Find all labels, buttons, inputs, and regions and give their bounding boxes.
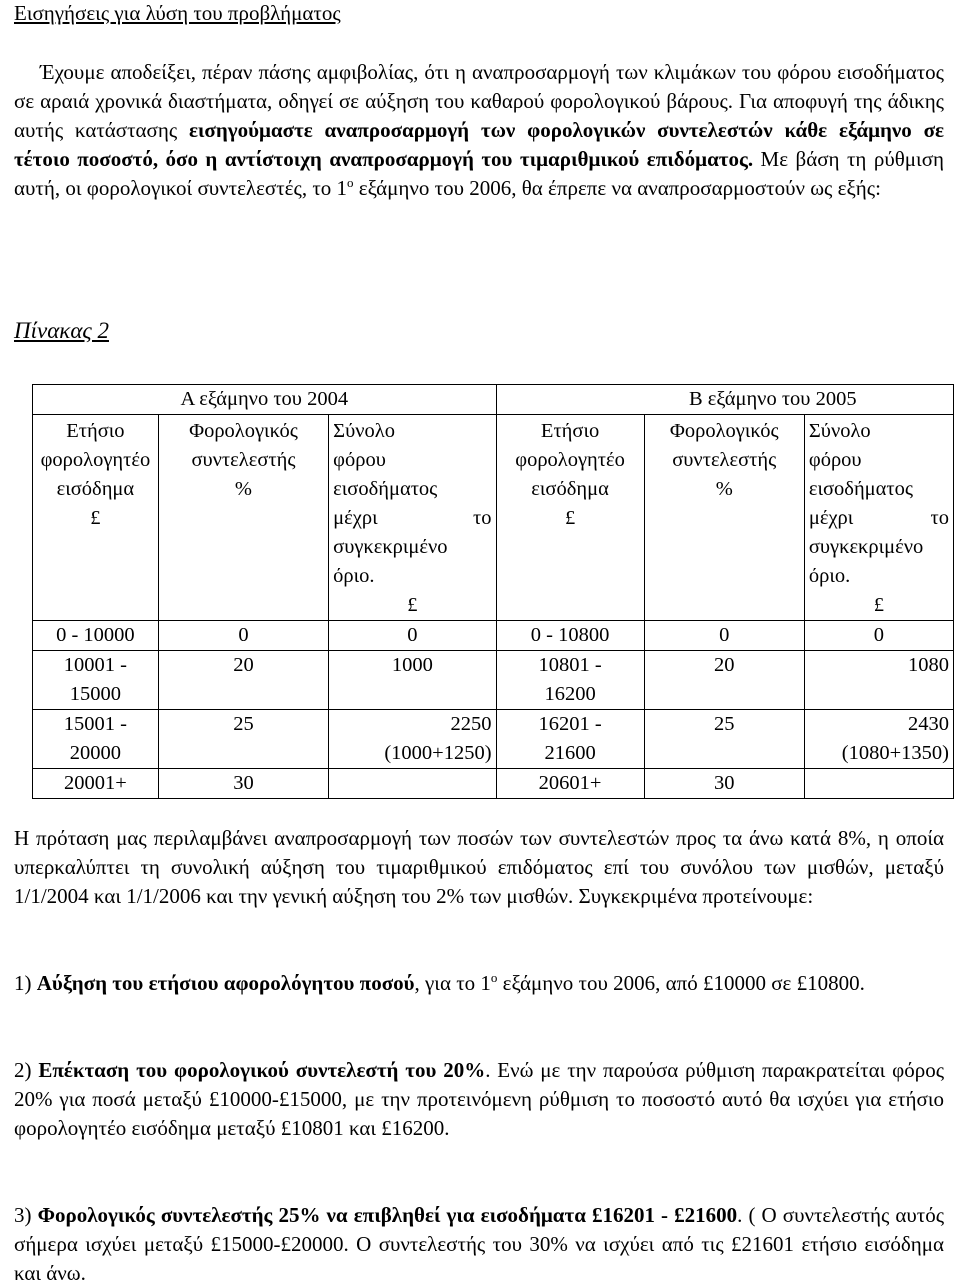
table-cell [644, 710, 804, 769]
table-cell [804, 621, 953, 651]
table-period-row [33, 385, 954, 415]
b-income-header [496, 415, 644, 621]
header-word: μέχρι [808, 507, 854, 529]
header-line: εισόδημα [531, 478, 609, 500]
proposal-text: Η πρόταση μας περιλαμβάνει αναπροσαρμογή των ποσών των συντελεστών προς τα άνω κατά 8%, η οποία υπερκαλύπτει τη συνολική αύξηση του τιμαριθμικού επιδόματος επί του συνόλου των μισθών, μεταξύ 1/1/2004 και 1/1/2006 και την γενική αύξηση του 2% των μισθών. Συγκεκριμένα προτείνουμε: [14, 826, 944, 908]
cell-value: 10001 - [63, 654, 127, 676]
item-number: 2) [14, 1058, 39, 1082]
currency-symbol: £ [873, 594, 885, 616]
table-cell [644, 651, 804, 710]
table-cell [158, 651, 328, 710]
section-heading: Εισηγήσεις για λύση του προβλήματος [14, 1, 341, 25]
a-income-header [33, 415, 159, 621]
table-cell [496, 651, 644, 710]
cell-value: 30 [713, 772, 735, 794]
table-cell [33, 651, 159, 710]
table-row [33, 621, 954, 651]
header-line: Φορολογικός [189, 420, 298, 442]
item-3-bold: Φορολογικός συντελεστής 25% να επιβληθεί για εισοδήματα £16201 - £21600 [37, 1203, 738, 1227]
cell-value: 1080 [908, 654, 949, 676]
item-3-text: . ( Ο συντελεστής αυτός σήμερα ισχύει μεταξύ £15000-£20000. Ο συντελεστής του 30% να ισχύει από τις £21601 ετήσιο εισόδημα και άνω. [14, 1203, 945, 1285]
cell-value-line-2: 21600 [544, 742, 596, 764]
intro-paragraph [14, 58, 944, 203]
cell-value: 20 [713, 654, 735, 676]
header-line: % [234, 478, 252, 500]
table-cell [329, 710, 496, 769]
cell-value: 0 [407, 624, 418, 646]
table-title: Πίνακας 2 [14, 318, 109, 343]
item-number: 1) [14, 971, 37, 995]
table-cell [644, 769, 804, 799]
item-2-bold: Επέκταση του φορολογικού συντελεστή του 20% [38, 1058, 486, 1082]
table-row [33, 710, 954, 769]
cell-value: 20001+ [63, 772, 127, 794]
b-total-header [804, 415, 953, 621]
currency-symbol: £ [90, 507, 101, 529]
table-cell [804, 710, 953, 769]
header-line: φορολογητέο [40, 449, 151, 471]
period-b-header: Β εξάμηνο του 2005 [496, 385, 953, 415]
cell-value: 15001 - [63, 713, 127, 735]
cell-value: 0 - 10800 [530, 624, 610, 646]
header-line: όριο. [808, 565, 851, 587]
header-line: Ετήσιο [540, 420, 600, 442]
header-word: το [930, 507, 949, 529]
table-cell [644, 621, 804, 651]
table-cell [33, 769, 159, 799]
header-line: συγκεκριμένο [333, 536, 448, 558]
header-line: φόρου [333, 449, 386, 471]
table-body [33, 621, 954, 799]
table-row [33, 651, 954, 710]
proposal-item-2 [14, 1056, 944, 1143]
table-cell [158, 710, 328, 769]
table-column-header-row [33, 415, 954, 621]
item-1-text-b: εξάμηνο του 2006, από £10000 σε £10800. [497, 971, 865, 995]
header-line: Σύνολο [333, 420, 395, 442]
header-line: συντελεστής [191, 449, 296, 471]
a-total-header [329, 415, 496, 621]
b-rate-header [644, 415, 804, 621]
cell-value: 1000 [391, 654, 433, 676]
table-cell [329, 651, 496, 710]
cell-value: 0 [238, 624, 249, 646]
table-cell [804, 651, 953, 710]
table-cell [158, 769, 328, 799]
header-line: Φορολογικός [669, 420, 779, 442]
header-line: % [715, 478, 733, 500]
cell-value: 2250 [450, 713, 492, 735]
table-cell [496, 621, 644, 651]
header-line: εισοδήματος [333, 478, 438, 500]
header-line: εισοδήματος [808, 478, 914, 500]
item-1-superscript: ο [490, 970, 498, 985]
intro-text-1: Έχουμε αποδείξει, πέραν πάσης αμφιβολίας, ότι η αναπροσαρμογή των κλιμάκων του φόρου εισοδήματος σε αραιά χρονικά διαστήματα, οδηγεί σε αύξηση του καθαρού φορολογικού βάρους. Για αποφυγή της άδικης αυτής κατάστασης [14, 60, 944, 142]
cell-value-line-2: 20000 [69, 742, 121, 764]
proposal-paragraph [14, 824, 944, 911]
table-cell [158, 621, 328, 651]
cell-value: 0 [873, 624, 885, 646]
cell-value-line-2: (1000+1250) [384, 742, 492, 764]
cell-value: 10801 - [538, 654, 602, 676]
header-line: Σύνολο [808, 420, 871, 442]
table-cell [329, 621, 496, 651]
proposal-item-1 [14, 969, 944, 998]
cell-value: 30 [233, 772, 254, 794]
table-cell [33, 710, 159, 769]
intro-bold-recommendation: εισηγούμαστε αναπροσαρμογή των φορολογικών συντελεστών κάθε εξάμηνο σε τέτοιο ποσοστό, όσο η αντίστοιχη αναπροσαρμογή του τιμαριθμικού επιδόματος. [14, 118, 944, 171]
cell-value-line-2: 15000 [69, 683, 121, 705]
cell-value: 0 [719, 624, 730, 646]
period-a-header: Α εξάμηνο του 2004 [33, 385, 497, 415]
table-cell [496, 769, 644, 799]
table-cell [33, 621, 159, 651]
item-2-text: . Ενώ με την παρούσα ρύθμιση παρακρατείται φόρος 20% για ποσά μεταξύ £10000-£15000, με την προτεινόμενη ρύθμιση το ποσοστό αυτό θα ισχύει για ετήσιο φορολογητέο εισόδημα μεταξύ £10801 και £16200. [14, 1058, 945, 1140]
cell-value-line-2: (1080+1350) [841, 742, 949, 764]
header-line: συντελεστής [672, 449, 777, 471]
cell-value: 25 [713, 713, 735, 735]
cell-value: 25 [233, 713, 254, 735]
a-rate-header [158, 415, 328, 621]
header-line [809, 504, 949, 533]
proposal-item-3 [14, 1201, 944, 1288]
table-cell [496, 710, 644, 769]
cell-value: 20 [233, 654, 254, 676]
currency-symbol: £ [564, 507, 576, 529]
table-cell [329, 769, 496, 799]
header-line: Ετήσιο [66, 420, 125, 442]
header-line: όριο. [333, 565, 375, 587]
header-line: συγκεκριμένο [808, 536, 924, 558]
intro-text-2: Με βάση τη ρύθμιση αυτή, οι φορολογικοί συντελεστές, το 1 [14, 147, 944, 200]
table-row [33, 769, 954, 799]
currency-symbol: £ [407, 594, 418, 616]
item-1-bold: Αύξηση του ετήσιου αφορολόγητου ποσού [36, 971, 415, 995]
header-line: φόρου [808, 449, 862, 471]
cell-value: 20601+ [538, 772, 602, 794]
intro-superscript: ο [347, 175, 354, 190]
tax-rates-table [32, 384, 954, 799]
intro-text-3: εξάμηνο του 2006, θα έπρεπε να αναπροσαρμοστούν ως εξής: [353, 176, 881, 200]
item-1-text-a: , για το 1 [414, 971, 491, 995]
header-word: μέχρι [333, 507, 378, 529]
cell-value: 0 - 10000 [56, 624, 135, 646]
header-line: εισόδημα [56, 478, 135, 500]
table-cell [804, 769, 953, 799]
item-number: 3) [14, 1203, 38, 1227]
cell-value-line-2: 16200 [544, 683, 596, 705]
cell-value: 16201 - [538, 713, 602, 735]
header-line [333, 504, 491, 533]
cell-value: 2430 [908, 713, 949, 735]
header-line: φορολογητέο [515, 449, 625, 471]
header-word: το [473, 507, 492, 529]
